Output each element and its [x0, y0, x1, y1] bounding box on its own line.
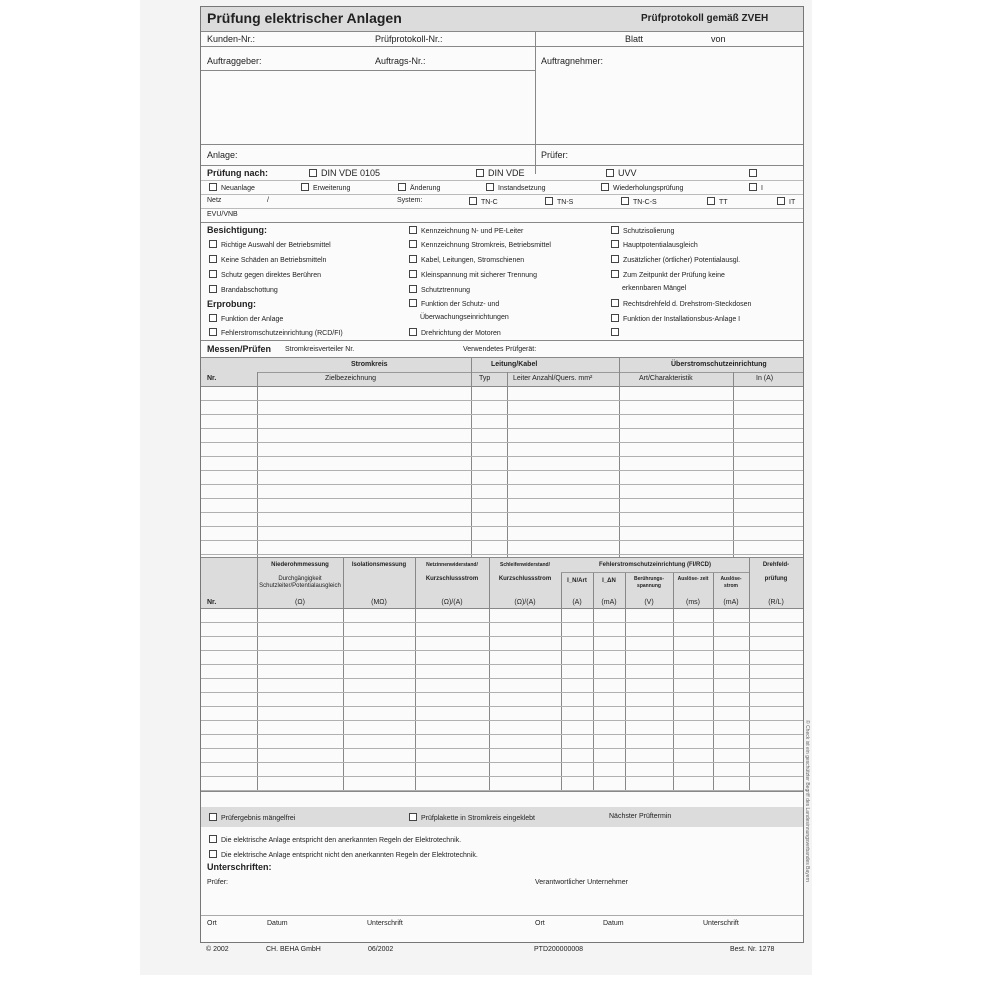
print-date: 06/2002 — [368, 946, 394, 953]
inspection-check-9[interactable]: Schutztrennung — [409, 285, 470, 294]
table2-nr-header: Nr. — [207, 599, 217, 606]
tt-checkbox[interactable]: TT — [707, 197, 728, 206]
place-label-1: Ort — [207, 920, 217, 927]
side-note: © Check ist ein geschützter Begriff des Landesinnungsverbandes Bayern — [804, 720, 810, 883]
tn-s-checkbox[interactable]: TN-S — [545, 197, 573, 206]
rcd-idn-header: I_ΔN — [602, 578, 616, 584]
new-installation-checkbox[interactable]: Neuanlage — [209, 183, 255, 192]
rcd-header: Fehlerstromschutzeinrichtung (FI/RCD) — [598, 562, 711, 568]
table-row — [201, 664, 803, 665]
sheet-label: Blatt — [625, 34, 644, 44]
installation-label: Anlage: — [207, 150, 238, 160]
trial-check-5[interactable]: Rechtsdrehfeld d. Drehstrom-Steckdosen — [611, 299, 751, 308]
inspector-signature-label: Prüfer: — [207, 879, 229, 886]
signature-label-1: Unterschrift — [367, 920, 403, 927]
inspection-check-2[interactable]: Keine Schäden an Betriebsmitteln — [209, 255, 326, 264]
test-protocol-form — [200, 6, 804, 943]
contractor-signature-label: Verantwortlicher Unternehmer — [535, 879, 628, 886]
table-row — [201, 400, 803, 401]
it-checkbox[interactable]: IT — [777, 197, 795, 206]
trip-current-unit: (mA) — [723, 599, 739, 606]
trip-time-unit: (ms) — [686, 599, 700, 606]
trial-check-2[interactable]: Fehlerstromschutzeinrichtung (RCD/FI) — [209, 328, 343, 337]
repair-checkbox[interactable]: Instandsetzung — [486, 183, 545, 192]
table-row — [201, 692, 803, 693]
table-row — [201, 470, 803, 471]
table-row — [201, 622, 803, 623]
inspection-check-4[interactable]: Brandabschottung — [209, 285, 278, 294]
copyright: © 2002 — [206, 946, 229, 953]
client-label: Auftraggeber: — [207, 56, 262, 66]
customer-number-label: Kunden-Nr.: — [207, 34, 256, 44]
loop-impedance-unit: (Ω)/(A) — [514, 599, 536, 606]
inspection-check-8[interactable]: Kleinspannung mit sicherer Trennung — [409, 270, 537, 279]
inspection-check-7[interactable]: Kabel, Leitungen, Stromschienen — [409, 255, 524, 264]
inspection-check-3[interactable]: Schutz gegen direktes Berühren — [209, 270, 321, 279]
rotation-header: Drehfeld- — [762, 562, 790, 568]
product-code: PTD200000008 — [534, 946, 584, 953]
order-number: Best. Nr. 1278 — [730, 946, 775, 953]
table-row — [201, 540, 803, 541]
inspection-check-13[interactable]: Zum Zeitpunkt der Prüfung keine — [611, 270, 725, 279]
table-row — [201, 442, 803, 443]
inspector-label: Prüfer: — [541, 150, 569, 160]
signatures-title: Unterschriften: — [207, 862, 272, 872]
trial-title: Erprobung: — [207, 299, 256, 309]
network-label: Netz — [207, 197, 222, 204]
test-device-label: Verwendetes Prüfgerät: — [463, 346, 537, 353]
trial-check-4[interactable]: Drehrichtung der Motoren — [409, 328, 501, 337]
characteristic-header: Art/Charakteristik — [639, 375, 693, 382]
result-ok-checkbox[interactable]: Prüfergebnis mängelfrei — [209, 813, 295, 822]
not-complies-checkbox[interactable]: Die elektrische Anlage entspricht nicht den anerkannten Regeln der Elektrotechnik. — [209, 850, 478, 859]
table-row — [201, 706, 803, 707]
change-checkbox[interactable]: Änderung — [398, 183, 440, 192]
trip-current-header: Auslöse- strom — [720, 576, 742, 589]
rcd-in-header: I_N/Art — [567, 578, 587, 584]
table-row — [201, 414, 803, 415]
trial-check-3[interactable]: Funktion der Schutz- und — [409, 299, 499, 308]
table-row — [201, 526, 803, 527]
loop-short-circuit-header: Kurzschlussstrom — [498, 576, 552, 582]
protocol-label: Prüfprotokoll gemäß ZVEH — [641, 13, 769, 24]
measure-title: Messen/Prüfen — [207, 344, 272, 354]
trip-time-header: Auslöse- zeit — [677, 576, 709, 582]
inspection-check-10[interactable]: Schutzisolierung — [611, 226, 674, 235]
table-row — [201, 678, 803, 679]
date-label-2: Datum — [603, 920, 624, 927]
uvv-checkbox[interactable]: UVV — [606, 168, 637, 178]
table-row — [201, 748, 803, 749]
order-number-label: Auftrags-Nr.: — [375, 56, 426, 66]
table-row — [201, 428, 803, 429]
tn-c-checkbox[interactable]: TN-C — [469, 197, 498, 206]
trial-check-7[interactable] — [611, 328, 623, 337]
protocol-number-label: Prüfprotokoll-Nr.: — [375, 34, 443, 44]
table-row — [201, 554, 803, 555]
din-vde-0105-checkbox[interactable]: DIN VDE 0105 — [309, 168, 380, 178]
table1-nr-header: Nr. — [207, 375, 217, 382]
net-impedance-unit: (Ω)/(A) — [441, 599, 463, 606]
insulation-unit: (MΩ) — [371, 599, 387, 606]
table-row — [201, 484, 803, 485]
inspection-check-13-cont: erkennbaren Mängel — [622, 285, 687, 292]
conductor-header: Leiter Anzahl/Quers. mm² — [513, 375, 593, 382]
target-label-header: Zielbezeichnung — [325, 375, 376, 382]
inspection-check-11[interactable]: Hauptpotentialausgleich — [611, 240, 698, 249]
other-checkbox[interactable] — [749, 168, 761, 178]
company-name: CH. BEHA GmbH — [266, 946, 321, 953]
tn-c-s-checkbox[interactable]: TN-C-S — [621, 197, 657, 206]
inspection-check-1[interactable]: Richtige Auswahl der Betriebsmittel — [209, 240, 331, 249]
table-row — [201, 636, 803, 637]
table-row — [201, 650, 803, 651]
complies-checkbox[interactable]: Die elektrische Anlage entspricht den anerkannten Regeln der Elektrotechnik. — [209, 835, 461, 844]
low-res-header: Niederohmmessung — [271, 562, 329, 568]
low-res-unit: (Ω) — [295, 599, 305, 606]
overcurrent-header: Überstromschutzeinrichtung — [671, 361, 767, 368]
inspection-title: Besichtigung: — [207, 225, 267, 235]
net-impedance-header: Netzinnenwiderstand/ — [426, 562, 478, 568]
next-test-label: Nächster Prüftermin — [609, 813, 672, 820]
circuit-header: Stromkreis — [351, 361, 388, 368]
rotation-header-2: prüfung — [764, 576, 788, 582]
rotation-unit: (R/L) — [768, 599, 784, 606]
in-header: In (A) — [756, 375, 774, 382]
cable-header: Leitung/Kabel — [491, 361, 538, 368]
trial-check-1[interactable]: Funktion der Anlage — [209, 314, 283, 323]
trial-check-3-cont: Überwachungseinrichtungen — [420, 314, 509, 321]
contractor-label: Auftragnehmer: — [541, 56, 604, 66]
signature-label-2: Unterschrift — [703, 920, 739, 927]
network-slash: / — [267, 197, 269, 204]
table-row — [201, 512, 803, 513]
inspection-check-6[interactable]: Kennzeichnung Stromkreis, Betriebsmittel — [409, 240, 551, 249]
place-label-2: Ort — [535, 920, 545, 927]
evu-label: EVU/VNB — [207, 211, 238, 218]
touch-voltage-unit: (V) — [644, 599, 654, 606]
repeat-test-checkbox[interactable]: Wiederholungsprüfung — [601, 183, 683, 192]
form-title: Prüfung elektrischer Anlagen — [207, 10, 402, 26]
table-row — [201, 456, 803, 457]
distributor-label: Stromkreisverteiler Nr. — [285, 346, 355, 353]
other-type-checkbox[interactable]: I — [749, 183, 763, 192]
insulation-header: Isolationsmessung — [351, 562, 407, 568]
type-header: Typ — [479, 375, 491, 382]
inspection-check-5[interactable]: Kennzeichnung N- und PE-Leiter — [409, 226, 523, 235]
inspection-check-12[interactable]: Zusätzlicher (örtlicher) Potentialausgl. — [611, 255, 740, 264]
date-label-1: Datum — [267, 920, 288, 927]
test-label-checkbox[interactable]: Prüfplakette in Stromkreis eingeklebt — [409, 813, 535, 822]
table-row — [201, 762, 803, 763]
net-short-circuit-header: Kurzschlussstrom — [425, 576, 479, 582]
din-vde-checkbox[interactable]: DIN VDE — [476, 168, 525, 178]
rcd-idn-unit: (mA) — [601, 599, 617, 606]
table-row — [201, 498, 803, 499]
trial-check-6[interactable]: Funktion der Installationsbus-Anlage I — [611, 314, 740, 323]
continuity-header: Durchgängigkeit Schutzleiter/Potentialausgleich — [259, 576, 341, 589]
test-according-label: Prüfung nach: — [207, 168, 268, 178]
of-label: von — [711, 34, 726, 44]
system-label: System: — [397, 197, 423, 204]
extension-checkbox[interactable]: Erweiterung — [301, 183, 350, 192]
rcd-in-unit: (A) — [572, 599, 582, 606]
touch-voltage-header: Berührungs- spannung — [634, 576, 664, 589]
table-row — [201, 776, 803, 777]
table-row — [201, 720, 803, 721]
loop-impedance-header: Schleifenwiderstand/ — [499, 562, 550, 568]
table-row — [201, 734, 803, 735]
